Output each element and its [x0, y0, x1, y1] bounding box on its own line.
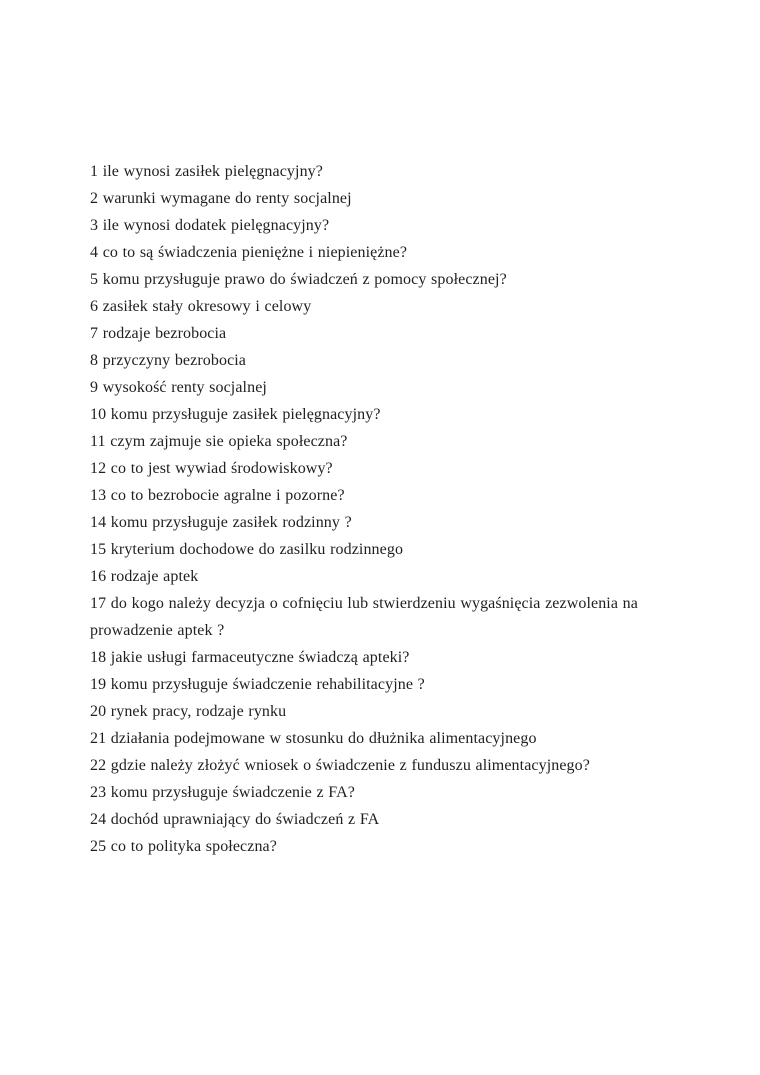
question-line: 15 kryterium dochodowe do zasilku rodzinnego — [90, 541, 404, 558]
question-line: 2 warunki wymagane do renty socjalnej — [90, 190, 352, 207]
question-list — [90, 158, 676, 860]
question-line: 14 komu przysługuje zasiłek rodzinny ? — [90, 514, 352, 531]
question-line: 11 czym zajmuje sie opieka społeczna? — [90, 433, 348, 450]
question-line: 5 komu przysługuje prawo do świadczeń z pomocy społecznej? — [90, 271, 507, 288]
question-line: 24 dochód uprawniający do świadczeń z FA — [90, 811, 380, 828]
question-line: 16 rodzaje aptek — [90, 568, 199, 585]
question-line: 9 wysokość renty socjalnej — [90, 379, 267, 396]
question-line: 3 ile wynosi dodatek pielęgnacyjny? — [90, 217, 330, 234]
question-line: 18 jakie usługi farmaceutyczne świadczą apteki? — [90, 649, 410, 666]
question-line: 6 zasiłek stały okresowy i celowy — [90, 298, 312, 315]
question-line: 12 co to jest wywiad środowiskowy? — [90, 460, 333, 477]
question-line: 21 działania podejmowane w stosunku do dłużnika alimentacyjnego — [90, 730, 537, 747]
question-line: 22 gdzie należy złożyć wniosek o świadczenie z funduszu alimentacyjnego? — [90, 757, 590, 774]
question-line: 17 do kogo należy decyzja o cofnięciu lub stwierdzeniu wygaśnięcia zezwolenia na prowadzenie aptek ? — [90, 595, 638, 639]
question-line: 8 przyczyny bezrobocia — [90, 352, 247, 369]
question-line: 4 co to są świadczenia pieniężne i niepieniężne? — [90, 244, 408, 261]
question-line: 7 rodzaje bezrobocia — [90, 325, 227, 342]
question-line: 13 co to bezrobocie agralne i pozorne? — [90, 487, 345, 504]
question-line: 19 komu przysługuje świadczenie rehabilitacyjne ? — [90, 676, 425, 693]
question-line: 25 co to polityka społeczna? — [90, 838, 277, 855]
question-line: 10 komu przysługuje zasiłek pielęgnacyjny? — [90, 406, 381, 423]
question-line: 20 rynek pracy, rodzaje rynku — [90, 703, 287, 720]
question-line: 1 ile wynosi zasiłek pielęgnacyjny? — [90, 163, 323, 180]
question-line: 23 komu przysługuje świadczenie z FA? — [90, 784, 355, 801]
